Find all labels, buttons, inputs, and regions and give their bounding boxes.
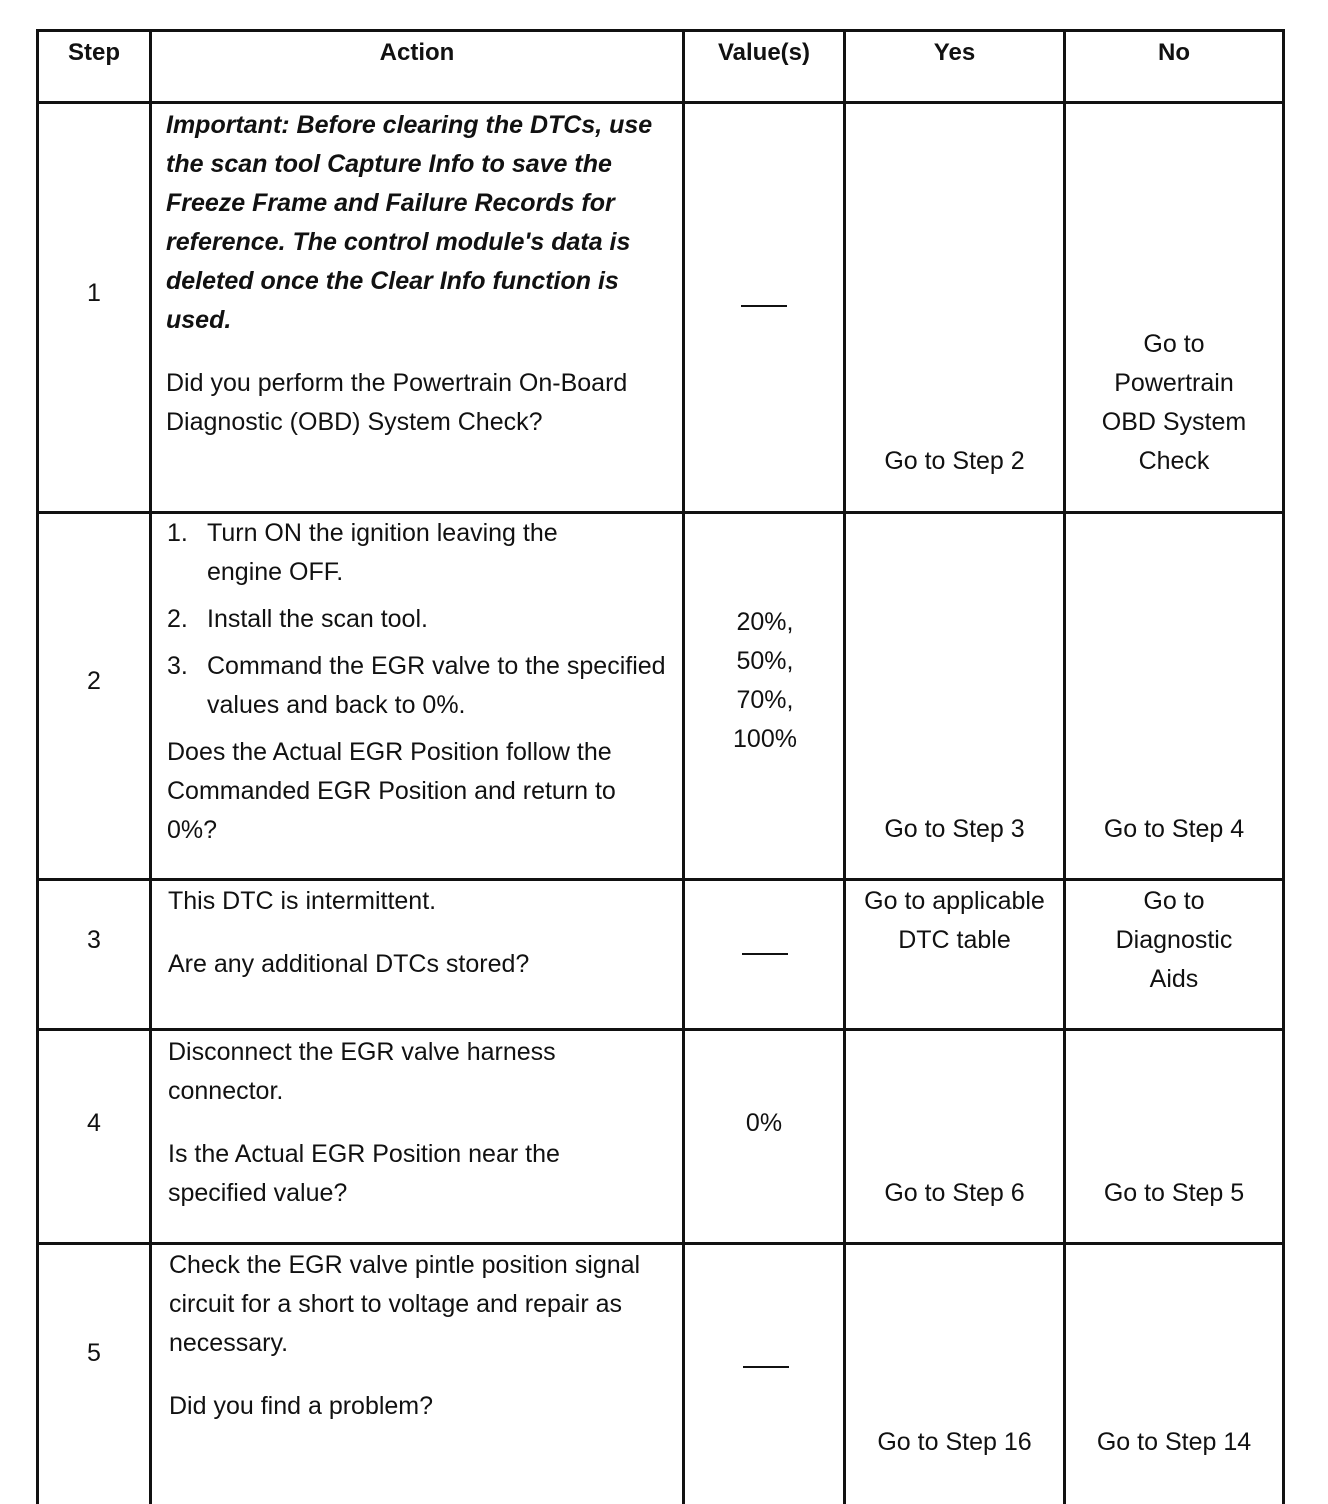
action-question: Did you perform the Powertrain On-Board Diagnostic (OBD) System Check? [166,369,628,436]
action-cell [166,106,666,442]
action-question: Does the Actual EGR Position follow the Commanded EGR Position and return to 0%? [167,738,616,844]
empty-value-dash [741,305,787,307]
no-result: Go to Powertrain OBD System Check [1101,330,1247,475]
yes-result: Go to Step 6 [884,1179,1025,1207]
row-divider [36,878,1285,881]
action-question: Did you find a problem? [169,1392,434,1420]
table-border-left [36,29,39,1504]
yes-result: Go to Step 16 [877,1428,1032,1456]
action-statement: Disconnect the EGR valve harness connector. [168,1038,556,1105]
action-cell [169,1246,669,1426]
step-number: 4 [87,1109,101,1137]
action-question: Are any additional DTCs stored? [168,950,530,978]
empty-value-dash [743,1366,789,1368]
action-statement: Check the EGR valve pintle position signal circuit for a short to voltage and repair as necessary. [169,1251,641,1357]
action-step-item [167,514,637,592]
header-step: Step [67,39,120,66]
no-result: Go to Step 4 [1103,815,1245,843]
row-divider [36,101,1285,104]
action-step-text: Command the EGR valve to the specified values and back to 0%. [207,652,666,719]
step-number: 5 [87,1339,101,1367]
value-cell: 20%, 50%, 70%, 100% [733,608,797,753]
header-values: Value(s) [717,39,811,66]
column-divider [1063,29,1066,1504]
no-result: Go to Diagnostic Aids [1115,887,1233,993]
action-question: Is the Actual EGR Position near the specified value? [168,1140,560,1207]
step-number: 2 [87,667,101,695]
column-divider [149,29,152,1504]
yes-result: Go to Step 3 [884,815,1025,843]
important-note: Important: Before clearing the DTCs, use the scan tool Capture Info to save the Freeze Frame and Failure Records for reference. The control module's data is deleted once the Clear Info function is used. [166,111,653,334]
action-step-number: 3. [167,652,188,680]
table-border-top [36,29,1285,32]
step-number: 1 [87,279,101,307]
action-step-number: 1. [167,519,188,547]
yes-result: Go to Step 2 [884,447,1025,475]
empty-value-dash [742,953,788,955]
column-divider [843,29,846,1504]
row-divider [36,1242,1285,1245]
action-step-item [167,647,667,725]
action-cell [167,514,677,850]
table-border-right [1282,29,1285,1504]
value-cell: 0% [745,1109,783,1137]
header-no: No [1158,39,1190,66]
row-divider [36,1028,1285,1031]
no-result: Go to Step 5 [1103,1179,1245,1207]
action-step-number: 2. [167,605,188,633]
header-action: Action [379,39,455,66]
yes-result: Go to applicable DTC table [864,887,1045,954]
action-step-text: Turn ON the ignition leaving the engine OFF. [207,519,558,586]
column-divider [682,29,685,1504]
no-result: Go to Step 14 [1096,1428,1252,1456]
action-statement: This DTC is intermittent. [168,887,437,915]
action-cell [168,1033,668,1213]
step-number: 3 [87,926,101,954]
action-step-item [167,600,667,639]
action-step-text: Install the scan tool. [207,605,428,633]
header-yes: Yes [933,39,976,66]
action-cell [168,882,668,984]
